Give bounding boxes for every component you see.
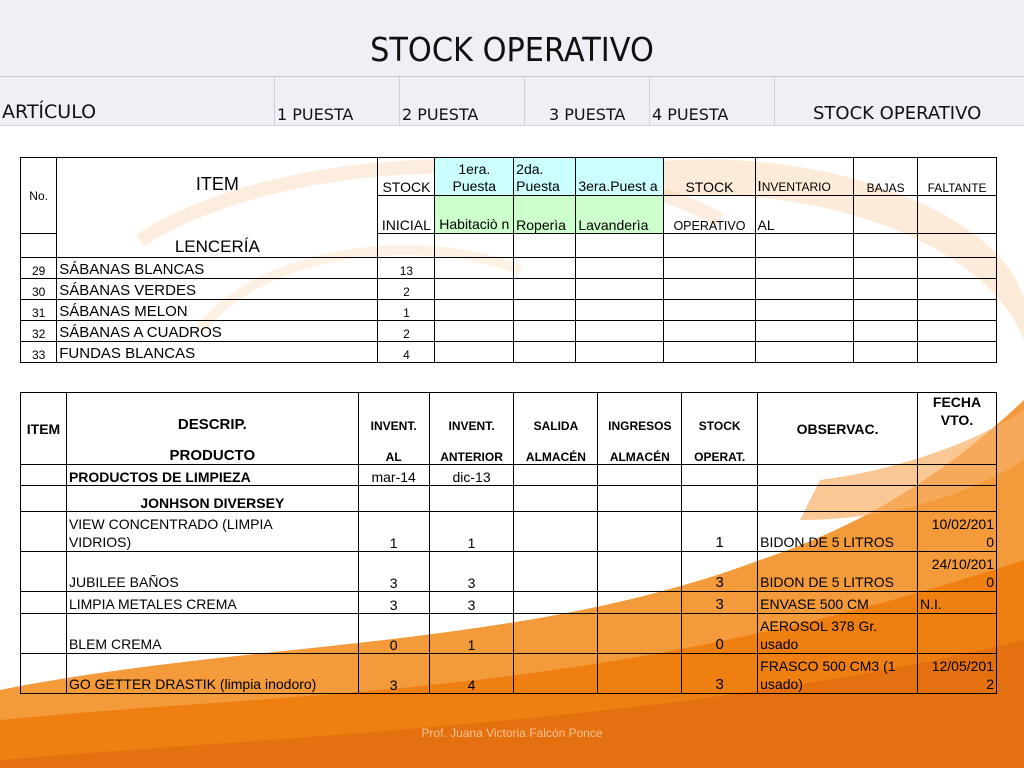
row-fecha-vto: 10/02/201 0 xyxy=(918,512,997,552)
row-stock-inicial: 2 xyxy=(378,279,435,300)
row-stock-operat: 1 xyxy=(682,512,758,552)
brand-label: JONHSON DIVERSEY xyxy=(66,486,358,512)
col-no: No. xyxy=(21,158,57,234)
col-habitacion: Habitaciò n xyxy=(435,196,514,234)
row-invent-al: 1 xyxy=(358,512,429,552)
slide-title: STOCK OPERATIVO xyxy=(370,30,654,69)
row-stock-operat: 3 xyxy=(682,592,758,614)
col-faltante: FALTANTE xyxy=(918,158,997,196)
header-puesta-1: 1 PUESTA xyxy=(274,77,400,125)
table-row xyxy=(21,592,997,614)
row-no: 33 xyxy=(21,342,57,363)
row-item: FUNDAS BLANCAS xyxy=(57,342,378,363)
table-row xyxy=(21,654,997,694)
row-item: SÁBANAS BLANCAS xyxy=(57,258,378,279)
footer-author: Prof. Juana Victoria Falcón Ponce xyxy=(421,726,603,740)
header-puesta-3: 3 PUESTA xyxy=(524,77,650,125)
row-stock-operat: 0 xyxy=(682,614,758,654)
row-description: LIMPIA METALES CREMA xyxy=(66,592,358,614)
col-inventario-al: AL xyxy=(755,196,853,234)
col-item: ITEM xyxy=(57,158,378,234)
row-stock-operat: 3 xyxy=(682,552,758,592)
col-1era-puesta: 1era. Puesta xyxy=(435,158,514,196)
row-invent-anterior: 1 xyxy=(429,614,514,654)
category-inv-al: mar-14 xyxy=(358,465,429,486)
row-no: 30 xyxy=(21,279,57,300)
col-stock-operativo-b: OPERATIVO xyxy=(664,196,755,234)
col-observac: OBSERVAC. xyxy=(758,393,918,465)
row-observacion: BIDON DE 5 LITROS xyxy=(758,512,918,552)
row-description: JUBILEE BAÑOS xyxy=(66,552,358,592)
row-observacion: ENVASE 500 CM xyxy=(758,592,918,614)
col-ingresos: INGRESOS xyxy=(598,393,682,433)
row-fecha-vto: 24/10/201 0 xyxy=(918,552,997,592)
col-item: ITEM xyxy=(21,393,67,465)
row-invent-anterior: 3 xyxy=(429,592,514,614)
row-invent-anterior: 4 xyxy=(429,654,514,694)
table-row xyxy=(21,321,997,342)
col-roperia: Roperìa xyxy=(514,196,576,234)
row-stock-operat: 3 xyxy=(682,654,758,694)
category-label: PRODUCTOS DE LIMPIEZA xyxy=(66,465,358,486)
row-invent-al: 3 xyxy=(358,552,429,592)
row-no: 31 xyxy=(21,300,57,321)
col-stock-operat: STOCK xyxy=(682,393,758,433)
table-row xyxy=(21,342,997,363)
column-header-strip xyxy=(0,77,1024,126)
section-lenceria: LENCERÍA xyxy=(57,234,378,258)
col-salida: SALIDA xyxy=(514,393,598,433)
table-row xyxy=(21,300,997,321)
row-fecha-vto: N.I. xyxy=(918,592,997,614)
row-observacion: BIDON DE 5 LITROS xyxy=(758,552,918,592)
col-bajas: BAJAS xyxy=(853,158,917,196)
row-description: GO GETTER DRASTIK (limpia inodoro) xyxy=(66,654,358,694)
col-stock-b: INICIAL xyxy=(378,196,435,234)
col-stock-a: STOCK xyxy=(378,158,435,196)
row-no: 29 xyxy=(21,258,57,279)
category-inv-ant: dic-13 xyxy=(429,465,514,486)
col-descrip: DESCRIP. xyxy=(66,393,358,433)
row-invent-anterior: 3 xyxy=(429,552,514,592)
row-description: VIEW CONCENTRADO (LIMPIA VIDRIOS) xyxy=(66,512,358,552)
header-stock-operativo: STOCK OPERATIVO xyxy=(774,77,1024,125)
row-description: BLEM CREMA xyxy=(66,614,358,654)
row-invent-anterior: 1 xyxy=(429,512,514,552)
linen-stock-table xyxy=(20,157,997,363)
row-stock-inicial: 13 xyxy=(378,258,435,279)
col-invent-anterior: INVENT. xyxy=(429,393,514,433)
col-3era-puesta: 3era.Puest a xyxy=(576,158,664,196)
row-item: SÁBANAS A CUADROS xyxy=(57,321,378,342)
header-articulo: ARTÍCULO xyxy=(2,101,97,123)
table-row xyxy=(21,512,997,552)
cleaning-products-table: ITEM DESCRIP. INVENT. INVENT. SALIDA INGRESOS STOCK OBSERVAC. FECHA VTO. PRODUCTO AL ANTERIOR ALMACÉN ALMACÉN OPERAT. PRODUCTOS DE LIMPIEZA mar-14 dic-13 JONHSON DIVERSEY VIEW CONCENTRADO (LIMPIA VIDRIOS) 1 1 1 BIDON DE 5 LITROS 10/02/201 0 JUBILEE BAÑOS 3 3 3 BIDON DE 5 LITROS 24/10/201 0 LIMPIA METALES CREMA 3 3 3 ENVASE 500 CM N.I. BLEM CREMA 0 1 0 AEROSOL 378 Gr. usado GO GETTER DRASTIK (limpia inodoro) 3 4 3 FRASCO 500 CM3 (1 usado) 12/05/201 2 xyxy=(20,392,997,694)
row-stock-inicial: 2 xyxy=(378,321,435,342)
row-invent-al: 3 xyxy=(358,654,429,694)
table-row xyxy=(21,552,997,592)
col-invent-al: INVENT. xyxy=(358,393,429,433)
table-row xyxy=(21,279,997,300)
header-puesta-2: 2 PUESTA xyxy=(399,77,525,125)
row-item: SÁBANAS MELON xyxy=(57,300,378,321)
row-fecha-vto xyxy=(918,614,997,654)
col-fecha-vto: FECHA VTO. xyxy=(918,393,997,465)
header-puesta-4: 4 PUESTA xyxy=(649,77,775,125)
row-item: SÁBANAS VERDES xyxy=(57,279,378,300)
row-fecha-vto: 12/05/201 2 xyxy=(918,654,997,694)
row-observacion: AEROSOL 378 Gr. usado xyxy=(758,614,918,654)
table-row xyxy=(21,258,997,279)
col-2da-puesta: 2da. Puesta xyxy=(514,158,576,196)
row-invent-al: 3 xyxy=(358,592,429,614)
table-row xyxy=(21,614,997,654)
row-stock-inicial: 4 xyxy=(378,342,435,363)
row-no: 32 xyxy=(21,321,57,342)
row-stock-inicial: 1 xyxy=(378,300,435,321)
col-inventario: INVENTARIO xyxy=(755,158,853,196)
slide-title-bar xyxy=(0,0,1024,77)
col-producto: PRODUCTO xyxy=(66,433,358,465)
col-stock-operativo-a: STOCK xyxy=(664,158,755,196)
row-observacion: FRASCO 500 CM3 (1 usado) xyxy=(758,654,918,694)
col-lavanderia: Lavanderìa xyxy=(576,196,664,234)
row-invent-al: 0 xyxy=(358,614,429,654)
